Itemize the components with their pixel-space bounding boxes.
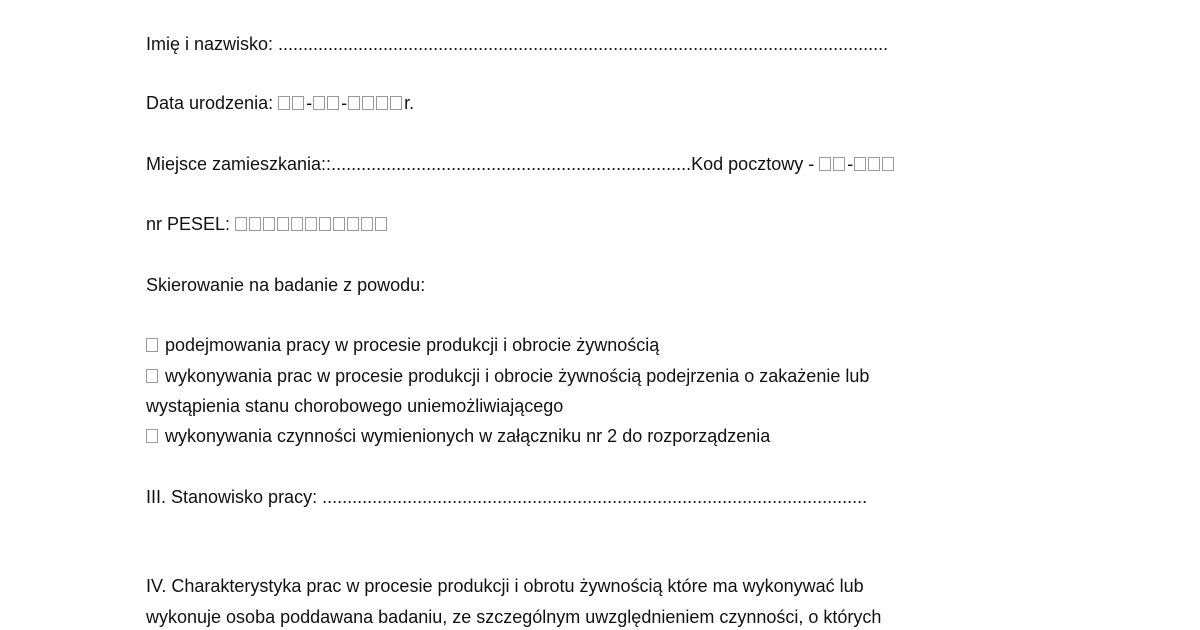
name-field-text: Imię i nazwisko: .......................................................................................................................... <box>146 34 889 54</box>
referral-heading <box>146 274 425 296</box>
checkbox-square-icon <box>292 96 304 110</box>
referral-option-text: wystąpienia stanu chorobowego uniemożliwiającego <box>146 396 564 416</box>
section4-line-1 <box>146 575 864 597</box>
checkbox-square-icon <box>348 96 360 110</box>
postal-separator: - <box>847 154 854 174</box>
residence-field-line <box>146 153 896 175</box>
postal-code-boxes-2 <box>854 154 896 174</box>
name-field-line <box>146 33 888 55</box>
dob-separator: - <box>341 93 348 113</box>
checkbox-square-icon <box>278 96 290 110</box>
checkbox-square-icon <box>277 217 289 231</box>
checkbox-square-icon <box>333 217 345 231</box>
checkbox-square-icon <box>291 217 303 231</box>
checkbox-square-icon <box>146 369 158 383</box>
checkbox-square-icon <box>235 217 247 231</box>
checkbox-square-icon <box>146 429 158 443</box>
referral-option-text: wykonywania czynności wymienionych w załączniku nr 2 do rozporządzenia <box>165 426 771 446</box>
checkbox-square-icon <box>319 217 331 231</box>
checkbox-square-icon <box>854 157 866 171</box>
referral-option-3 <box>146 425 770 447</box>
dob-suffix: r. <box>404 93 415 113</box>
section4-text: IV. Charakterystyka prac w procesie produkcji i obrotu żywnością które ma wykonywać lub <box>146 576 864 596</box>
dob-label: Data urodzenia: <box>146 93 274 113</box>
checkbox-square-icon <box>362 96 374 110</box>
postal-code-boxes <box>819 154 847 174</box>
checkbox-square-icon <box>390 96 402 110</box>
checkbox-square-icon <box>347 217 359 231</box>
dob-month-boxes <box>313 93 341 113</box>
checkbox-square-icon <box>819 157 831 171</box>
checkbox-square-icon <box>833 157 845 171</box>
referral-option-1 <box>146 334 659 356</box>
pesel-label: nr PESEL: <box>146 214 231 234</box>
referral-option-text: wykonywania prac w procesie produkcji i obrocie żywnością podejrzenia o zakażenie lub <box>165 366 870 386</box>
checkbox-square-icon <box>361 217 373 231</box>
residence-label: Miejsce zamieszkania::........................................................................ <box>146 154 692 174</box>
position-field-line <box>146 486 867 508</box>
dob-year-boxes <box>348 93 404 113</box>
checkbox-square-icon <box>868 157 880 171</box>
referral-label: Skierowanie na badanie z powodu: <box>146 275 426 295</box>
pesel-field-line <box>146 213 389 235</box>
checkbox-square-icon <box>305 217 317 231</box>
checkbox-square-icon <box>375 217 387 231</box>
referral-option-2-continued <box>146 395 563 417</box>
checkbox-square-icon <box>376 96 388 110</box>
referral-option-2 <box>146 365 869 387</box>
checkbox-square-icon <box>263 217 275 231</box>
dob-field-line <box>146 92 414 114</box>
postal-label: Kod pocztowy - <box>691 154 815 174</box>
section4-line-2 <box>146 606 881 628</box>
checkbox-square-icon <box>327 96 339 110</box>
checkbox-square-icon <box>146 338 158 352</box>
dob-separator: - <box>306 93 313 113</box>
referral-option-text: podejmowania pracy w procesie produkcji i obrocie żywnością <box>165 335 660 355</box>
dob-day-boxes <box>278 93 306 113</box>
position-field-text: III. Stanowisko pracy: ............................................................................................................. <box>146 487 868 507</box>
checkbox-square-icon <box>313 96 325 110</box>
section4-text: wykonuje osoba poddawana badaniu, ze szczególnym uwzględnieniem czynności, o których <box>146 607 882 627</box>
pesel-boxes <box>235 214 389 234</box>
checkbox-square-icon <box>882 157 894 171</box>
checkbox-square-icon <box>249 217 261 231</box>
